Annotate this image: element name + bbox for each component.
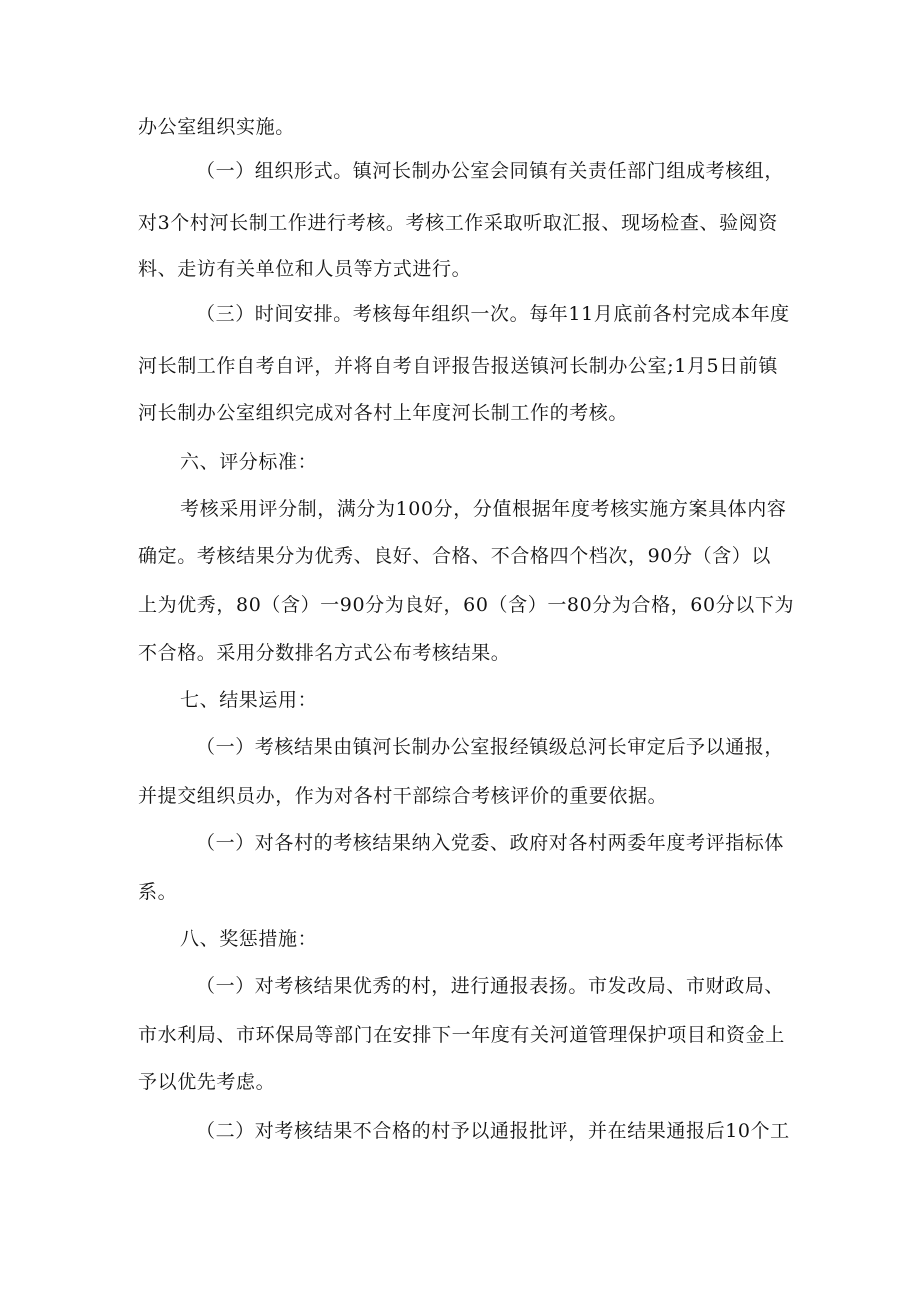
text-line: （一）对各村的考核结果纳入党委、政府对各村两委年度考评指标体 xyxy=(196,832,785,854)
text-line: 并提交组织员办，作为对各村干部综合考核评价的重要依据。 xyxy=(138,785,668,807)
text-line: 系。 xyxy=(138,881,178,903)
text-line: 办公室组织实施。 xyxy=(138,116,295,138)
section-heading: 八、奖惩措施： xyxy=(180,928,318,950)
text-line: （三）时间安排。考核每年组织一次。每年11月底前各村完成本年度 xyxy=(196,303,790,325)
text-line: 对3个村河长制工作进行考核。考核工作采取听取汇报、现场检查、验阅资 xyxy=(138,212,778,234)
text-line: 不合格。采用分数排名方式公布考核结果。 xyxy=(138,642,511,664)
text-line: （一）组织形式。镇河长制办公室会同镇有关责任部门组成考核组， xyxy=(196,160,785,182)
text-line: 上为优秀，80（含）一90分为良好，60（含）一80分为合格，60分以下为 xyxy=(138,594,795,616)
text-line: 河长制工作自考自评，并将自考自评报告报送镇河长制办公室;1月5日前镇 xyxy=(138,355,778,377)
text-line: 确定。考核结果分为优秀、良好、合格、不合格四个档次，90分（含）以 xyxy=(138,545,771,567)
text-line: （一）考核结果由镇河长制办公室报经镇级总河长审定后予以通报， xyxy=(196,736,785,758)
text-line: （二）对考核结果不合格的村予以通报批评，并在结果通报后10个工 xyxy=(196,1120,790,1142)
text-line: 市水利局、市环保局等部门在安排下一年度有关河道管理保护项目和资金上 xyxy=(138,1024,785,1046)
section-heading: 七、结果运用： xyxy=(180,689,318,711)
section-heading: 六、评分标准： xyxy=(180,451,318,473)
text-line: 料、走访有关单位和人员等方式进行。 xyxy=(138,258,472,280)
text-line: 考核采用评分制，满分为100分，分值根据年度考核实施方案具体内容 xyxy=(180,498,787,520)
text-line: （一）对考核结果优秀的村，进行通报表扬。市发改局、市财政局、 xyxy=(196,975,785,997)
text-line: 河长制办公室组织完成对各村上年度河长制工作的考核。 xyxy=(138,402,629,424)
text-line: 予以优先考虑。 xyxy=(138,1071,276,1093)
